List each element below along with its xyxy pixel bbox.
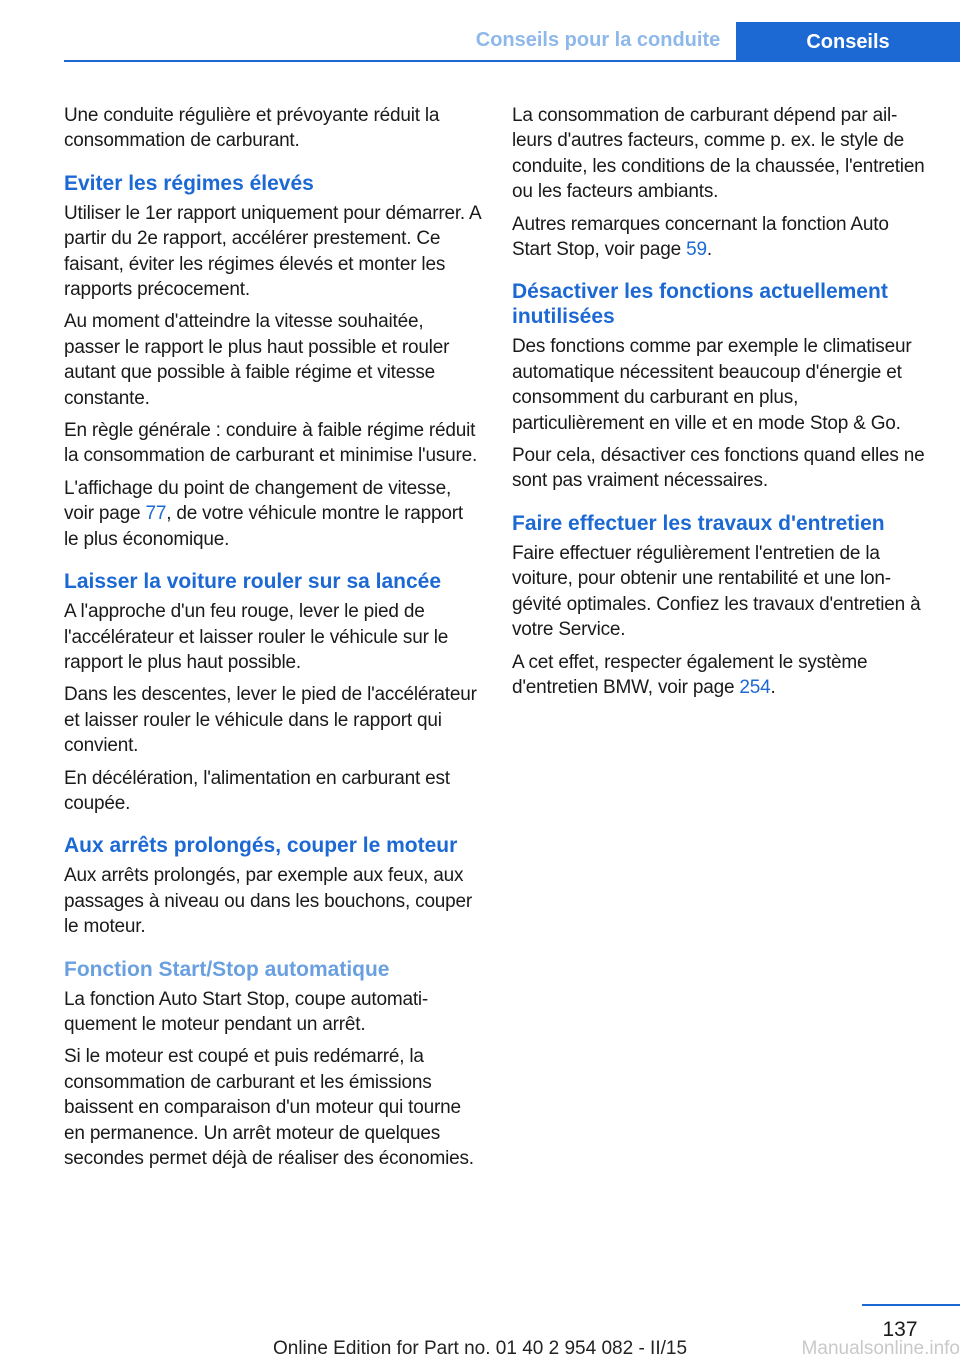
section-title-avoid-high-rpm: Eviter les régimes élevés	[64, 171, 314, 195]
paragraph: La fonction Auto Start Stop, coupe automatiquement le moteur pendant un arrêt.	[64, 988, 429, 1035]
text: L'affichage du point de changement de vitesse, voir page	[64, 477, 452, 525]
section-title-stop-engine: Aux arrêts prolongés, couper le moteur	[64, 834, 458, 858]
edition-note: Online Edition for Part no. 01 40 2 954 082 - II/15	[272, 1338, 688, 1359]
page-link-59[interactable]: 59	[686, 239, 707, 261]
paragraph: En décélération, l'alimentation en carburant est coupée.	[64, 767, 450, 814]
page-number: 137	[882, 1318, 918, 1341]
page-link-77[interactable]: 77	[145, 503, 167, 525]
section-title-auto-start-stop: Fonction Start/Stop automatique	[64, 957, 390, 981]
paragraph: Aux arrêts prolongés, par exemple aux feux, aux passages à niveau ou dans les bouchons, couper le moteur.	[64, 865, 473, 938]
intro-paragraph: Une conduite régulière et prévoyante réduit la consommation de carburant.	[64, 105, 440, 152]
paragraph: A l'approche d'un feu rouge, lever le pied de l'accélérateur et laisser rouler le véhicule sur le rapport le plus haut possible.	[64, 601, 449, 673]
section-title-maintenance: Faire effectuer les travaux d'entretien	[512, 511, 885, 535]
footer-divider	[862, 1304, 960, 1306]
right-column	[512, 103, 930, 707]
left-column	[64, 103, 482, 1178]
paragraph: Au moment d'atteindre la vitesse souhaitée, passer le rapport le plus haut possible et rouler autant que possible à faible régime et vitesse constante.	[64, 311, 450, 409]
paragraph: Pour cela, désactiver ces fonctions quand elles ne sont pas vraiment nécessaires.	[512, 445, 925, 492]
page-link-254[interactable]: 254	[739, 676, 771, 698]
text: Autres remarques concernant la fonction Auto Start Stop, voir page	[512, 213, 889, 261]
text: .	[770, 676, 776, 698]
paragraph: Utiliser le 1er rapport uniquement pour démarrer. A partir du 2e rapport, accélérer prestement. Ce faisant, éviter les régimes élevés et monter les rapports précocement.	[64, 202, 481, 301]
paragraph: La consommation de carburant dépend par ailleurs d'autres facteurs, comme p. ex. le style de conduite, les conditions de la chaussée, l'entretien ou les facteurs ambiants.	[512, 105, 925, 203]
header-divider	[64, 60, 960, 62]
paragraph: Faire effectuer régulièrement l'entretien de la voiture, pour obtenir une rentabilité et une longévité optimales. Confiez les travaux d'entretien à votre Service.	[512, 542, 921, 641]
header-chapter-tab: Conseils	[736, 22, 960, 62]
paragraph: Si le moteur est coupé et puis redémarré, la consommation de carburant et les émissions baissent en comparaison d'un moteur qui tourne en permanence. Un arrêt moteur de quelques secondes permet déjà de réaliser des économies.	[64, 1046, 474, 1169]
section-title-deactivate-functions: Désactiver les fonctions actuellement inutilisées	[512, 280, 888, 329]
paragraph-with-link	[512, 650, 930, 701]
paragraph: En règle générale : conduire à faible régime réduit la consommation de carburant et minimise l'usure.	[64, 420, 478, 467]
paragraph-with-link	[64, 476, 482, 552]
paragraph: Dans les descentes, lever le pied de l'accélérateur et laisser rouler le véhicule dans le rapport qui convient.	[64, 684, 477, 757]
text: .	[706, 239, 712, 261]
paragraph: Des fonctions comme par exemple le climatiseur automatique nécessitent beaucoup d'énergie et consomment du carburant en plus, particulièrement en ville et en mode Stop & Go.	[512, 336, 912, 434]
header-section-title: Conseils pour la conduite	[475, 29, 721, 51]
section-title-coasting: Laisser la voiture rouler sur sa lancée	[64, 570, 442, 594]
text: A cet effet, respecter également le système d'entretien BMW, voir page	[512, 651, 868, 698]
paragraph-with-link	[512, 212, 930, 263]
watermark: Manualsonline.info	[801, 1338, 960, 1359]
text: , de votre véhicule montre le rapport le plus économique.	[64, 503, 463, 550]
